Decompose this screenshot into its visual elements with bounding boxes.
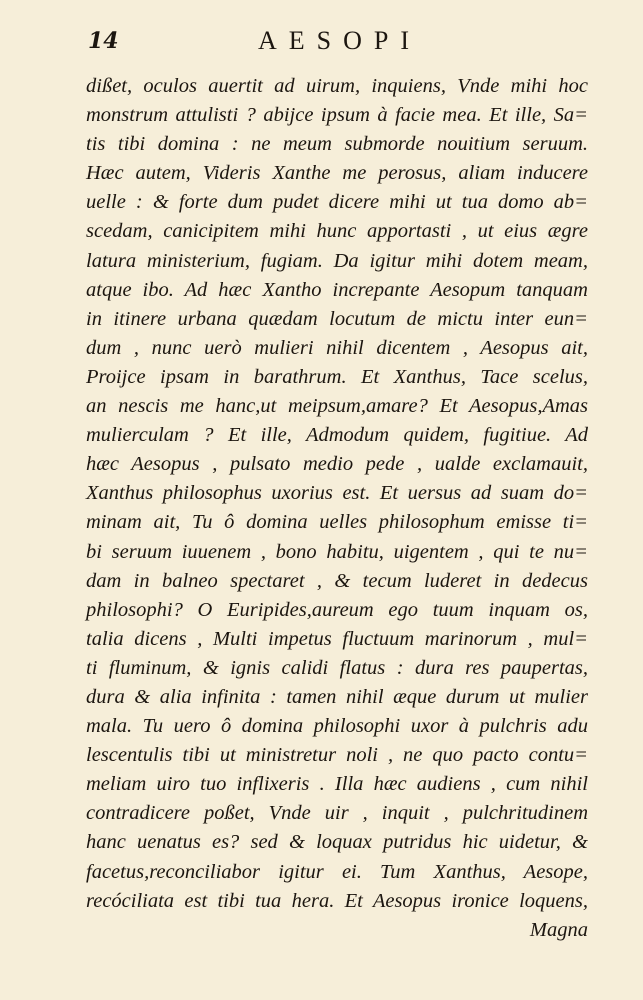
text-line: latura ministerium, fugiam. Da igitur mihi dotem meam, — [86, 249, 588, 272]
text-line: dam in balneo spectaret , & tecum luderet in dedecus — [86, 569, 588, 592]
text-line: dum , nunc uerò mulieri nihil dicentem , Aesopus ait, — [86, 336, 588, 359]
text-line: facetus,reconciliabor igitur ei. Tum Xanthus, Aesope, — [86, 860, 588, 883]
text-line: mala. Tu uero ô domina philosophi uxor à pulchris adu — [86, 715, 588, 738]
text-line: Proijce ipsam in barathrum. Et Xanthus, Tace scelus, — [86, 365, 588, 388]
text-line: an nescis me hanc,ut meipsum,amare? Et Aesopus,Amas — [86, 395, 588, 418]
text-line: in itinere urbana quædam locutum de mictu inter eun= — [86, 307, 588, 330]
text-line: lescentulis tibi ut ministretur noli , ne quo pacto contu= — [86, 744, 588, 767]
text-line: minam ait, Tu ô domina uelles philosophum emisse ti= — [86, 511, 588, 534]
text-line: Hæc autem, Videris Xanthe me perosus, aliam inducere — [86, 162, 588, 185]
page-header — [0, 24, 643, 64]
text-line: hanc uenatus es? sed & loquax putridus hic uidetur, & — [86, 831, 588, 854]
text-line: hæc Aesopus , pulsato medio pede , ualde exclamauit, — [86, 453, 588, 476]
running-title: AESOPI — [258, 26, 422, 55]
page-number: 14 — [88, 28, 119, 54]
text-line: atque ibo. Ad hæc Xantho increpante Aesopum tanquam — [86, 278, 588, 301]
text-line: dißet, oculos auertit ad uirum, inquiens, Vnde mihi hoc — [86, 75, 588, 97]
text-line: philosophi? O Euripides,aureum ego tuum inquam os, — [86, 598, 588, 621]
body-text — [86, 72, 588, 945]
text-line: talia dicens , Multi impetus fluctuum marinorum , mul= — [86, 627, 588, 650]
text-line: scedam, canicipitem mihi hunc apportasti , ut eius ægre — [86, 220, 588, 243]
text-line: Xanthus philosophus uxorius est. Et uersus ad suam do= — [86, 482, 588, 505]
text-line: ti fluminum, & ignis calidi flatus : dura res paupertas, — [86, 656, 588, 679]
text-line: tis tibi domina : ne meum submorde nouitium seruum. — [86, 133, 588, 156]
text-line: recóciliata est tibi tua hera. Et Aesopus ironice loquens, — [86, 889, 588, 912]
text-line: bi seruum iuuenem , bono habitu, uigentem , qui te nu= — [86, 540, 588, 563]
catchword: Magna — [529, 918, 588, 941]
text-line: meliam uiro tuo inflixeris . Illa hæc audiens , cum nihil — [86, 773, 588, 796]
text-line: dura & alia infinita : tamen nihil æque durum ut mulier — [86, 685, 588, 708]
text-line: monstrum attulisti ? abijce ipsum à facie mea. Et ille, Sa= — [86, 104, 588, 127]
text-line: contradicere poßet, Vnde uir , inquit , pulchritudinem — [86, 802, 588, 825]
text-line: uelle : & forte dum pudet dicere mihi ut tua domo ab= — [86, 191, 588, 214]
text-line: mulierculam ? Et ille, Admodum quidem, fugitiue. Ad — [86, 424, 588, 447]
